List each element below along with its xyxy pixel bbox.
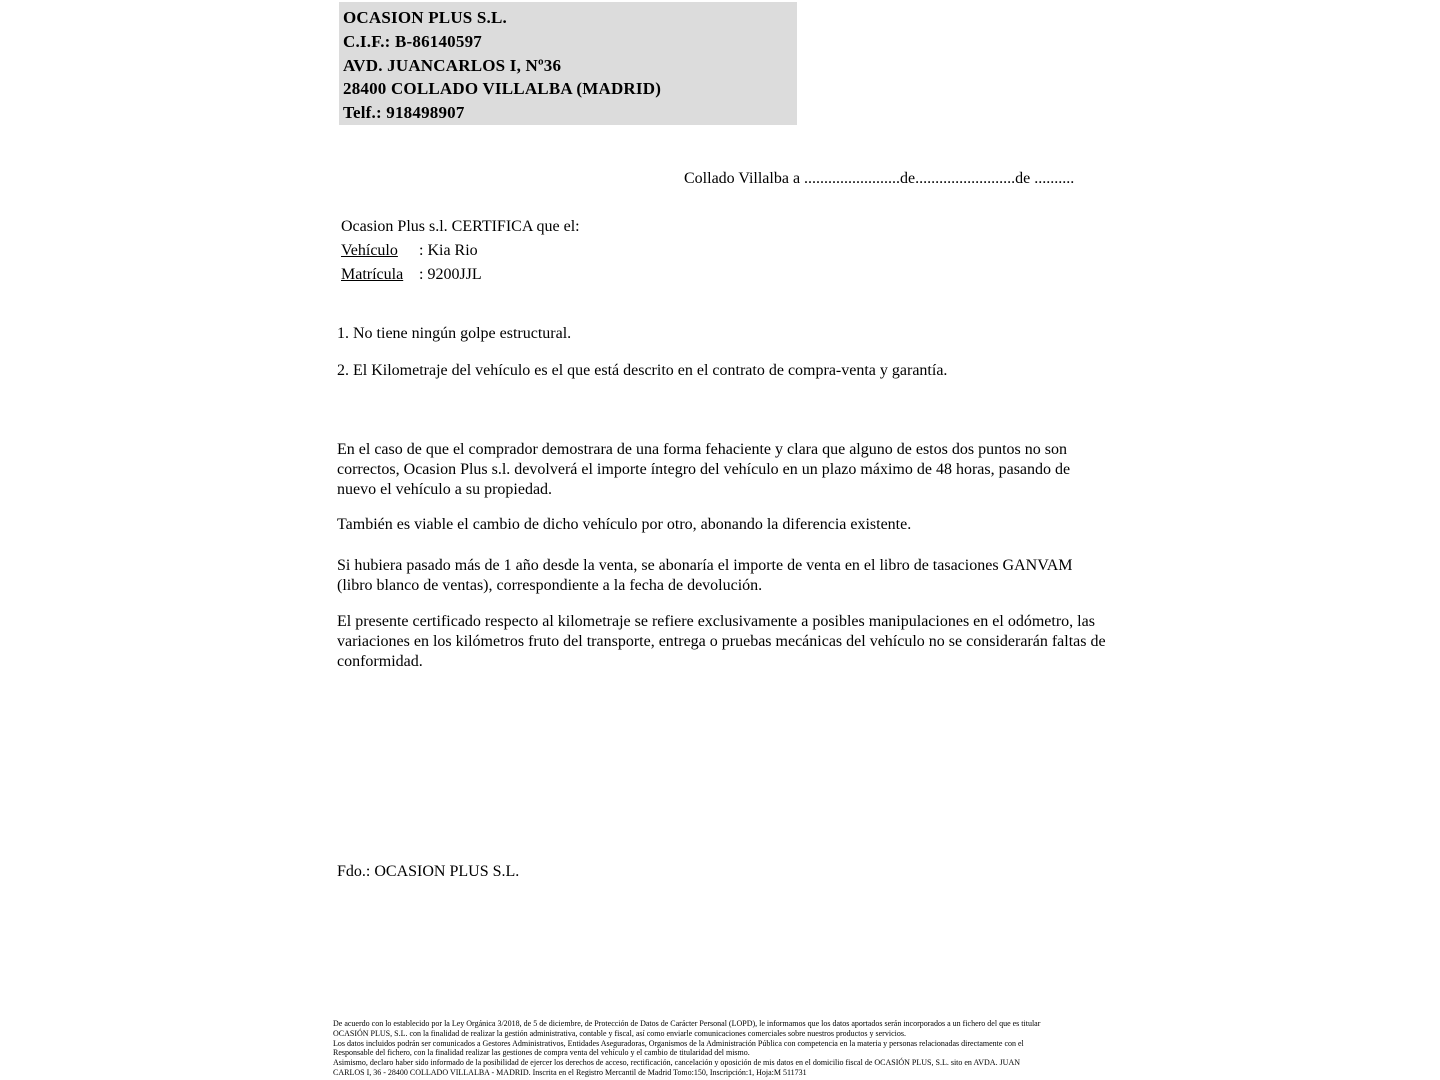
certificate-block (341, 215, 580, 286)
plate-label: Matrícula (341, 265, 404, 283)
company-cif: C.I.F.: B-86140597 (343, 31, 482, 51)
signature-line: Fdo.: OCASION PLUS S.L. (337, 863, 520, 880)
legal-line-3: Los datos incluidos podrán ser comunicados a Gestores Administrativos, Entidades Aseguradoras, Organismos de la Administración Pública con competencia en la materia y personas relacionadas directamente con el (333, 1038, 1024, 1048)
legal-line-5: Asimismo, declaro haber sido informado de la posibilidad de ejercer los derechos de acceso, rectificación, cancelación y oposición de mis datos en el domicilio fiscal de OCASIÓN PLUS, S.L. sito en AVDA. JUAN (333, 1058, 1021, 1068)
body-paragraph-refund: En el caso de que el comprador demostrara de una forma fehaciente y clara que alguno de estos dos puntos no son correctos, Ocasion Plus s.l. devolverá el importe íntegro del vehículo en un plazo máximo de 48 horas, pasando de nuevo el vehículo a su propiedad. (337, 441, 1071, 499)
legal-line-1: De acuerdo con lo establecido por la Ley Orgánica 3/2018, de 5 de diciembre, de Protección de Datos de Carácter Personal (LOPD), le informamos que los datos aportados serán incorporados a un fichero del que es titular (333, 1019, 1041, 1028)
body-paragraph-exchange: También es viable el cambio de dicho vehículo por otro, abonando la diferencia existente. (337, 516, 912, 533)
date-line: Collado Villalba a ........................de.........................de .......... (684, 170, 1075, 187)
vehicle-value: : Kia Rio (419, 241, 478, 259)
legal-line-2: OCASIÓN PLUS, S.L. con la finalidad de realizar la gestión administrativa, contable y fiscal, así como enviarle comunicaciones comerciales sobre nuestros productos y servicios. (333, 1028, 906, 1038)
legal-line-4: Responsable del fichero, con la finalidad realizar las gestiones de compra venta del vehículo y el cambio de titularidad del mismo. (333, 1048, 750, 1058)
legal-footer (333, 1019, 1123, 1078)
body-paragraph-ganvam: Si hubiera pasado más de 1 año desde la venta, se abonaría el importe de venta en el libro de tasaciones GANVAM (libro blanco de ventas), correspondiente a la fecha de devolución. (337, 557, 1073, 595)
vehicle-field (341, 239, 580, 263)
company-phone: Telf.: 918498907 (343, 103, 465, 123)
vehicle-label: Vehículo (341, 241, 398, 259)
company-city: 28400 COLLADO VILLALBA (MADRID) (343, 79, 662, 99)
body-paragraph-odometer: El presente certificado respecto al kilometraje se refiere exclusivamente a posibles manipulaciones en el odómetro, las variaciones en los kilómetros fruto del transporte, entrega o pruebas mecánicas del vehículo no se considerarán faltas de conformidad. (337, 613, 1106, 671)
condition-point-2: 2. El Kilometraje del vehículo es el que está descrito en el contrato de compra-venta y garantía. (337, 362, 948, 379)
legal-line-6: CARLOS I, 36 - 28400 COLLADO VILLALBA - MADRID. Inscrita en el Registro Mercantil de Madrid Tomo:150, Inscripción:1, Hoja:M 511731 (333, 1067, 807, 1077)
company-header-block (339, 2, 797, 125)
certificate-intro: Ocasion Plus s.l. CERTIFICA que el: (341, 218, 580, 235)
condition-point-1: 1. No tiene ningún golpe estructural. (337, 325, 572, 342)
company-address: AVD. JUANCARLOS I, Nº36 (343, 55, 562, 75)
plate-value: : 9200JJL (419, 265, 482, 283)
company-name: OCASION PLUS S.L. (343, 8, 507, 27)
plate-field (341, 263, 580, 287)
